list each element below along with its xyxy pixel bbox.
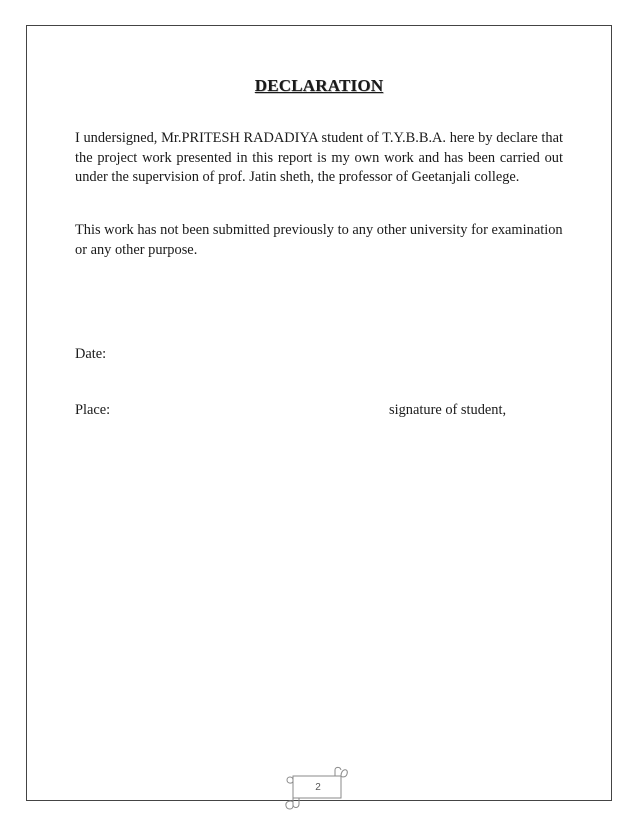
page-number-footer — [283, 764, 349, 810]
place-label: Place: — [75, 402, 111, 418]
signature-label: signature of student, — [389, 402, 507, 418]
page-number: 2 — [315, 782, 321, 793]
page-title: DECLARATION — [254, 76, 384, 95]
declaration-paragraph-2: This work has not been submitted previously to any other university for examination or any other purpose. — [75, 222, 563, 258]
declaration-paragraph-1: I undersigned, Mr.PRITESH RADADIYA student of T.Y.B.B.A. here by declare that the project work presented in this report is my own work and has been carried out under the supervision of prof. Jatin sheth, the professor of Geetanjali college. — [75, 130, 563, 185]
date-label: Date: — [75, 346, 107, 362]
